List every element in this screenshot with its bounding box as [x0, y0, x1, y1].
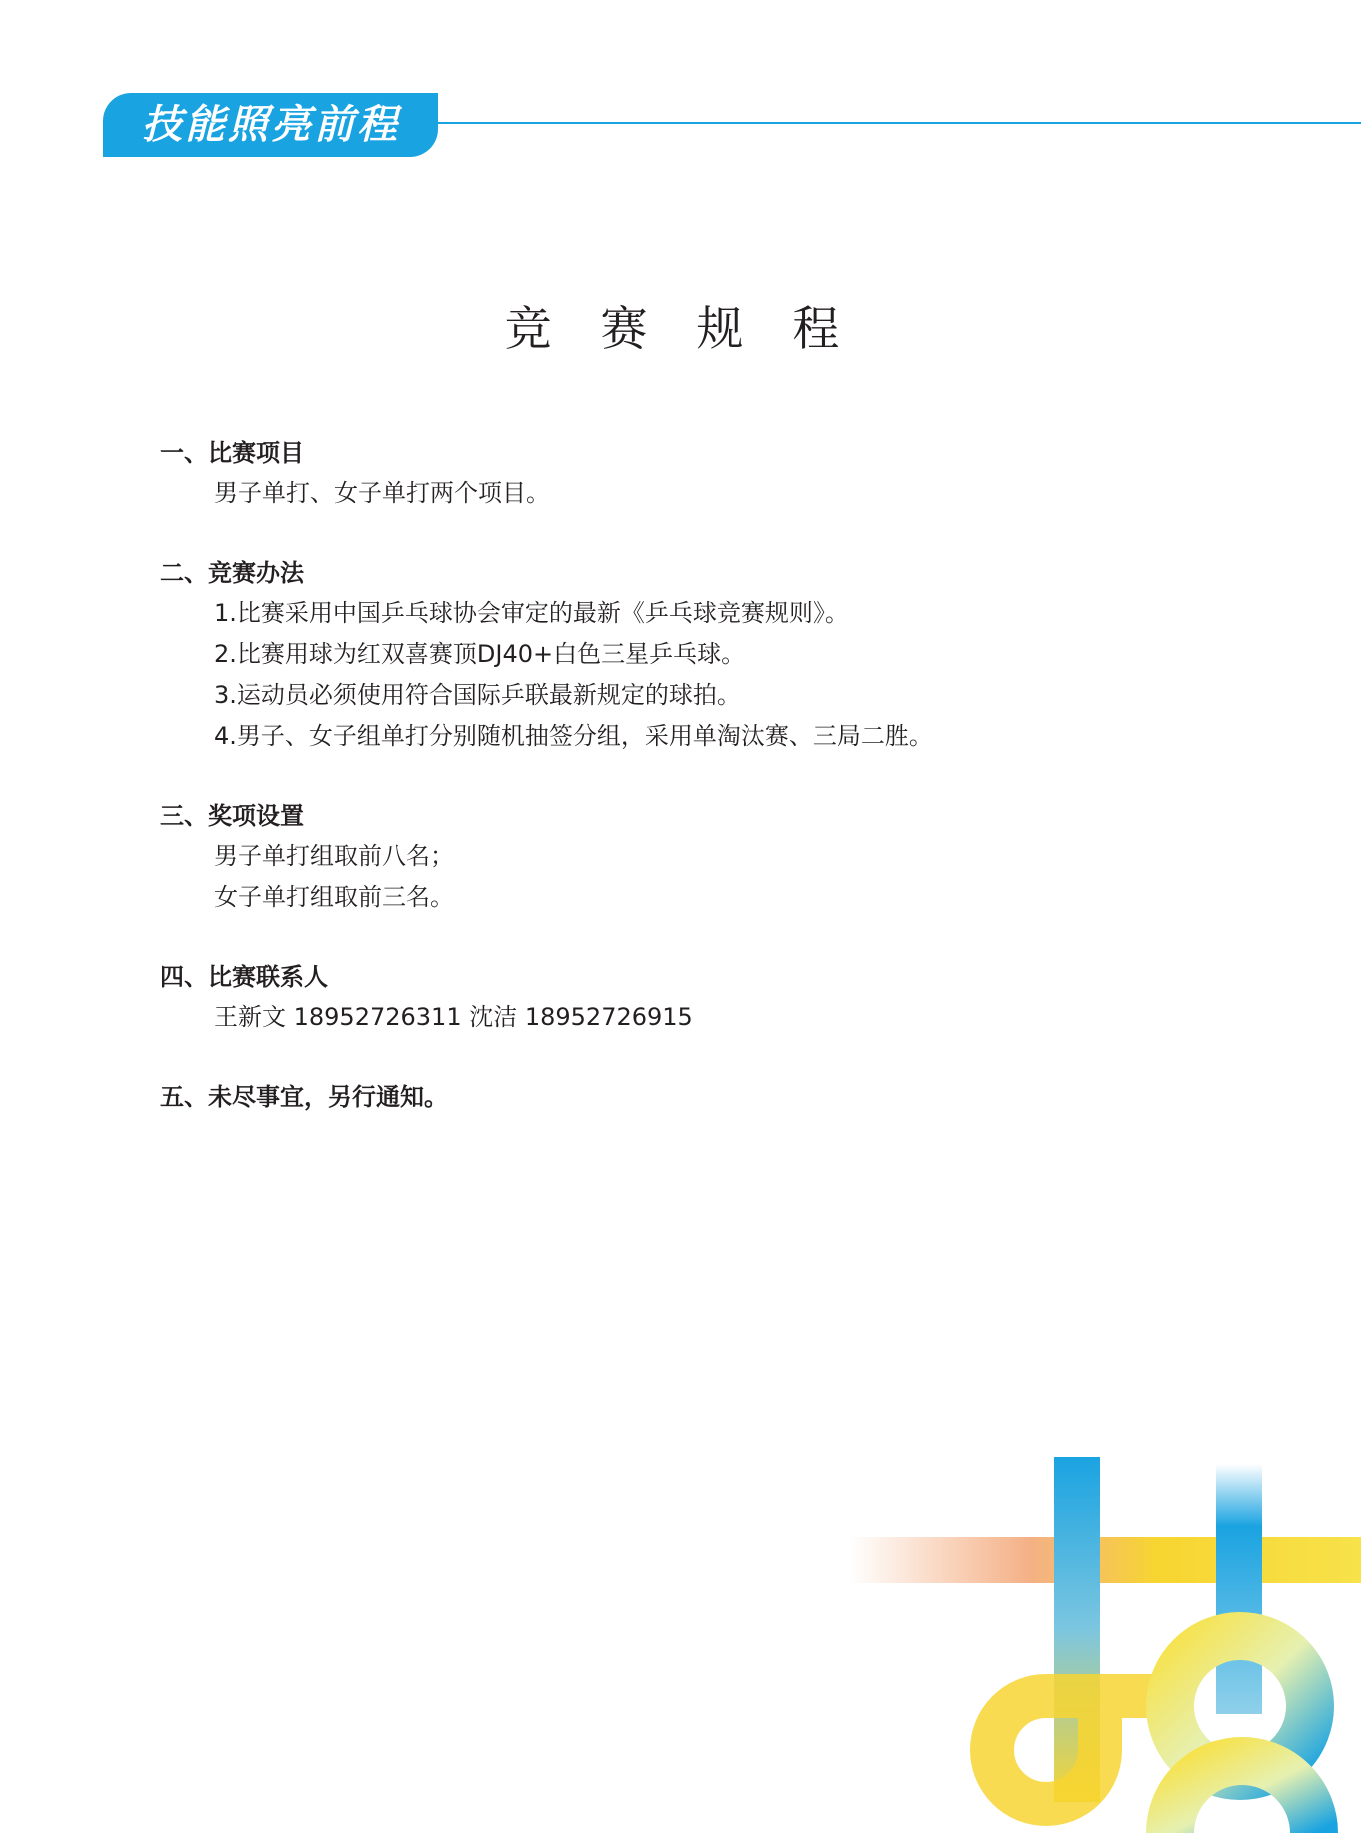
section-line: 男子单打组取前八名；	[214, 842, 454, 870]
section-heading: 五、未尽事宜，另行通知。	[160, 1083, 448, 1111]
decorative-logo-graphic	[850, 1450, 1361, 1833]
decor-horizontal-bar	[850, 1537, 1361, 1583]
section-other-matters	[160, 1077, 1260, 1117]
header-divider	[438, 122, 1361, 124]
decor-vertical-bar-right	[1216, 1464, 1262, 1714]
page-title: 竞 赛 规 程	[504, 302, 857, 357]
section-contacts	[160, 957, 1260, 1038]
section-heading: 三、奖项设置	[160, 802, 304, 830]
section-line: 王新文 18952726311 沈洁 18952726915	[214, 1003, 693, 1031]
section-heading: 二、竞赛办法	[160, 559, 304, 587]
section-line: 女子单打组取前三名。	[214, 883, 454, 911]
section-competition-events	[160, 433, 1260, 514]
section-line: 3.运动员必须使用符合国际乒联最新规定的球拍。	[214, 681, 741, 709]
section-competition-method	[160, 553, 1260, 757]
section-line: 男子单打、女子单打两个项目。	[214, 479, 550, 507]
section-awards	[160, 796, 1260, 918]
header-title: 技能照亮前程	[142, 101, 400, 148]
section-line: 4.男子、女子组单打分别随机抽签分组，采用单淘汰赛、三局二胜。	[214, 722, 933, 750]
section-heading: 一、比赛项目	[160, 439, 304, 467]
section-heading: 四、比赛联系人	[160, 963, 328, 991]
section-line: 2.比赛用球为红双喜赛顶DJ40+白色三星乒乓球。	[214, 640, 746, 668]
document-body	[160, 433, 1260, 1156]
section-line: 1.比赛采用中国乒乓球协会审定的最新《乒乓球竞赛规则》。	[214, 599, 849, 627]
